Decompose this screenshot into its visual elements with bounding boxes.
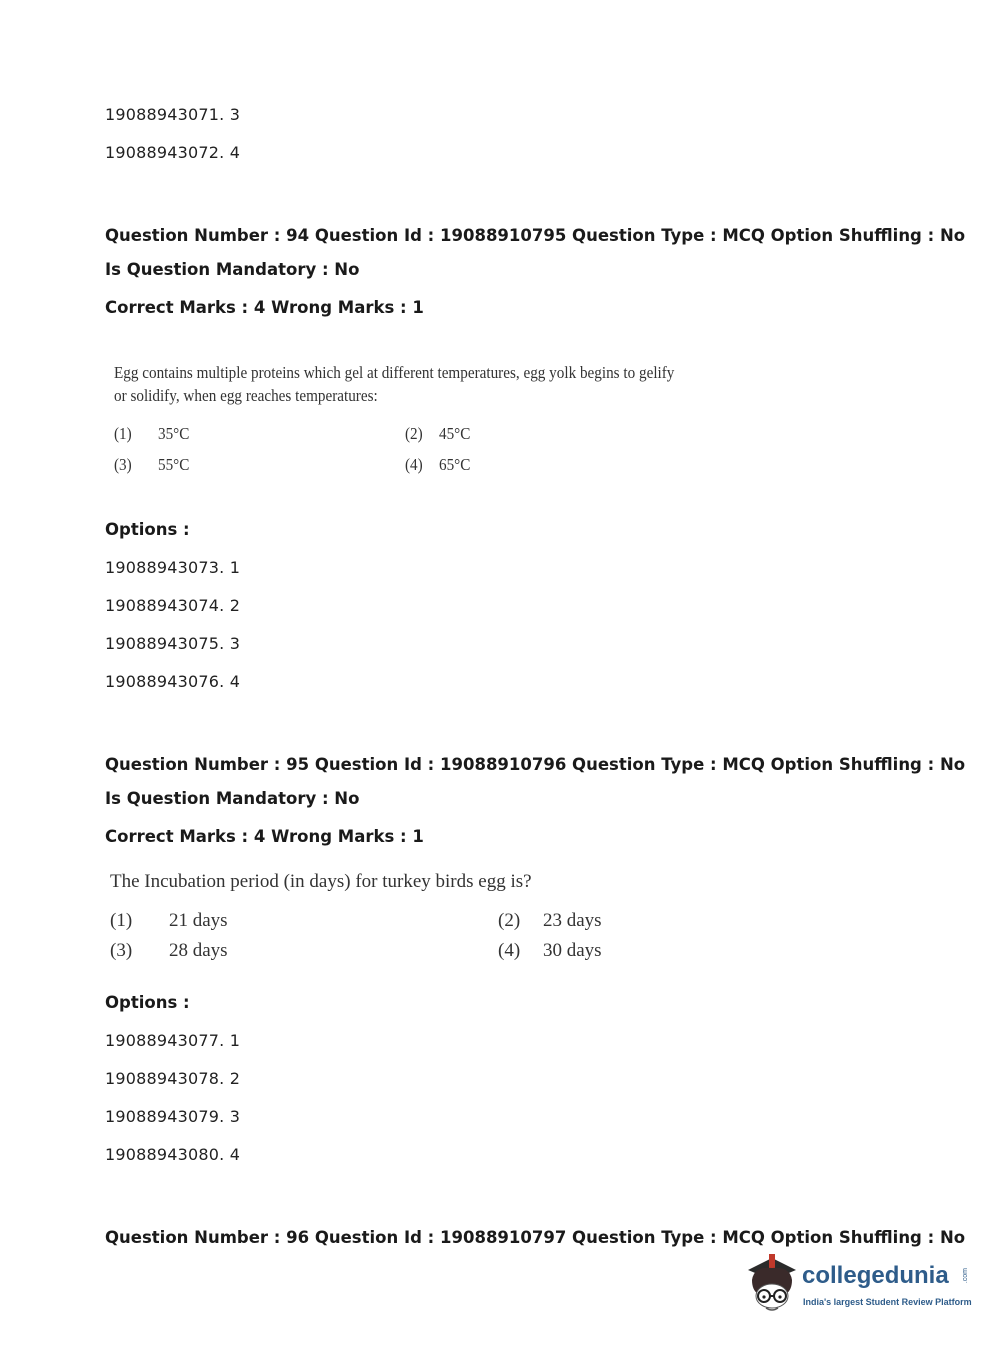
option-line: 19088943079. 3 [105, 1107, 241, 1126]
logo-tagline: India's largest Student Review Platform [803, 1297, 972, 1307]
mascot-icon [742, 1250, 802, 1318]
choice-text: 21 days [169, 910, 228, 931]
choice-text: 55°C [158, 455, 190, 474]
choice-number: (3) [114, 455, 132, 474]
option-line: 19088943073. 1 [105, 558, 241, 577]
choice-text: 45°C [439, 424, 471, 443]
options-label: Options : [105, 993, 190, 1012]
choice-number: (2) [405, 424, 423, 443]
choice-number: (4) [405, 455, 423, 474]
choice-number: (1) [110, 910, 133, 931]
option-line: 19088943074. 2 [105, 596, 241, 615]
question-text: or solidify, when egg reaches temperatures: [114, 386, 378, 405]
choice-number: (3) [110, 940, 133, 961]
choice-text: 65°C [439, 455, 471, 474]
collegedunia-logo [742, 1250, 972, 1320]
choice-number: (2) [498, 910, 521, 931]
option-line: 19088943078. 2 [105, 1069, 241, 1088]
mandatory-line: Is Question Mandatory : No [105, 260, 360, 279]
marks-line: Correct Marks : 4 Wrong Marks : 1 [105, 827, 424, 846]
question-text: Egg contains multiple proteins which gel at different temperatures, egg yolk begins to gelify [114, 363, 675, 382]
option-line: 19088943071. 3 [105, 105, 241, 124]
logo-name: collegedunia [802, 1262, 949, 1289]
choice-text: 23 days [543, 910, 602, 931]
option-line: 19088943076. 4 [105, 672, 241, 691]
choice-text: 28 days [169, 940, 228, 961]
choice-number: (4) [498, 940, 521, 961]
choice-number: (1) [114, 424, 132, 443]
question-header: Question Number : 95 Question Id : 19088910796 Question Type : MCQ Option Shuffling : No [105, 755, 966, 774]
option-line: 19088943075. 3 [105, 634, 241, 653]
question-header: Question Number : 94 Question Id : 19088910795 Question Type : MCQ Option Shuffling : No [105, 226, 966, 245]
mandatory-line: Is Question Mandatory : No [105, 789, 360, 808]
choice-text: 30 days [543, 940, 602, 961]
option-line: 19088943077. 1 [105, 1031, 241, 1050]
logo-suffix: .com [962, 1268, 969, 1284]
marks-line: Correct Marks : 4 Wrong Marks : 1 [105, 298, 424, 317]
options-label: Options : [105, 520, 190, 539]
question-header: Question Number : 96 Question Id : 19088910797 Question Type : MCQ Option Shuffling : No [105, 1228, 966, 1247]
question-text: The Incubation period (in days) for turkey birds egg is? [110, 871, 532, 892]
option-line: 19088943072. 4 [105, 143, 241, 162]
option-line: 19088943080. 4 [105, 1145, 241, 1164]
choice-text: 35°C [158, 424, 190, 443]
